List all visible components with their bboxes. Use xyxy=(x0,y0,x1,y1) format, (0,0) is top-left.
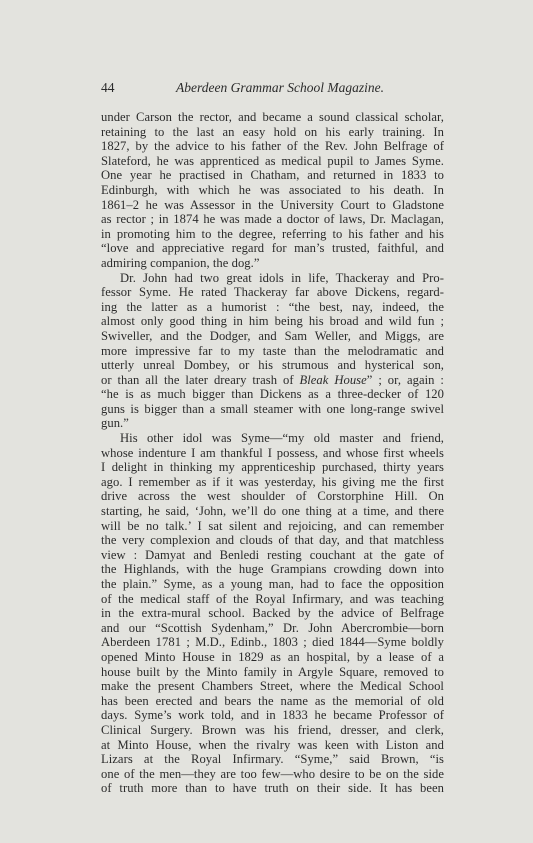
text-line: ing the latter as a humorist : “the best, nay, indeed, the xyxy=(101,299,444,314)
text-line: 1861–2 he was Assessor in the University Court to Gladstone xyxy=(101,197,444,212)
text-line: house built by the Minto family in Argyle Square, removed to xyxy=(101,664,444,679)
text-line: one of the men—they are too few—who desire to be on the side xyxy=(101,766,444,781)
text-line: as rector ; in 1874 he was made a doctor of laws, Dr. Maclagan, xyxy=(101,212,444,227)
text-line: Dr. John had two great idols in life, Thackeray and Pro- xyxy=(120,270,444,285)
text-line: days. Syme’s work told, and in 1833 he became Professor of xyxy=(101,708,444,723)
text-line: more impressive far to my taste than the melodramatic and xyxy=(101,343,444,358)
paragraph-3 xyxy=(101,431,444,796)
text-line: His other idol was Syme—“my old master and friend, xyxy=(120,431,444,446)
running-title: Aberdeen Grammar School Magazine. xyxy=(176,80,384,95)
text-line: retaining to the last an easy hold on his early training. In xyxy=(101,124,444,139)
text-line: 1827, by the advice to his father of the Rev. John Belfrage of xyxy=(101,139,444,154)
text-line: in the extra-mural school. Backed by the advice of Belfrage xyxy=(101,606,444,621)
paragraph-1 xyxy=(101,110,444,271)
text-line: almost only good thing in him being his broad and wild fun ; xyxy=(101,314,444,329)
text-line: Slateford, he was apprenticed as medical pupil to James Syme. xyxy=(101,153,444,168)
text-line: I delight in thinking my apprenticeship purchased, thirty years xyxy=(101,460,444,475)
text-line: the very complexion and clouds of that day, and that matchless xyxy=(101,533,444,548)
text-line: One year he practised in Chatham, and returned in 1833 to xyxy=(101,168,444,183)
text-line: view : Damyat and Benledi resting couchant at the gate of xyxy=(101,547,444,562)
text-line: opened Minto House in 1829 as an hospital, by a lease of a xyxy=(101,649,444,664)
text-line: Aberdeen 1781 ; M.D., Edinb., 1803 ; died 1844—Syme boldly xyxy=(101,635,444,650)
text-line: of truth more than to have truth on their side. It has been xyxy=(101,781,444,796)
text-line: has been erected and bears the name as the memorial of old xyxy=(101,693,444,708)
text-line: under Carson the rector, and became a sound classical scholar, xyxy=(101,110,444,124)
text-line: “love and appreciative regard for man’s trusted, faithful, and xyxy=(101,241,444,256)
text-line: or than all the later dreary trash of Bleak House” ; or, again : xyxy=(101,372,444,387)
text-line: gun.” xyxy=(101,416,129,431)
body-text xyxy=(101,110,444,796)
text-line: admiring companion, the dog.” xyxy=(101,255,260,270)
text-line: ago. I remember as if it was yesterday, his giving me the first xyxy=(101,474,444,489)
text-line: the Highlands, with the huge Grampians crowding down into xyxy=(101,562,444,577)
text-line: in promoting him to the degree, referring to his father and his xyxy=(101,226,444,241)
text-line: utterly unreal Dombey, or his strumous and hysterical son, xyxy=(101,358,444,373)
text-line: “he is as much bigger than Dickens as a three-decker of 120 xyxy=(101,387,444,402)
text-line: and our “Scottish Sydenham,” Dr. John Abercrombie—born xyxy=(101,620,444,635)
text-line: Clinical Surgery. Brown was his friend, dresser, and clerk, xyxy=(101,722,444,737)
text-line: Lizars at the Royal Infirmary. “Syme,” said Brown, “is xyxy=(101,752,444,767)
text-line: Swiveller, and the Dodger, and Sam Weller, and Miggs, are xyxy=(101,328,444,343)
text-line: drive across the west shoulder of Corstorphine Hill. On xyxy=(101,489,444,504)
text-line: Edinburgh, with which he was associated to his death. In xyxy=(101,182,444,197)
page-number: 44 xyxy=(101,80,115,95)
text-line: make the present Chambers Street, where the Medical School xyxy=(101,679,444,694)
text-line: whose indenture I am thankful I possess, and whose first wheels xyxy=(101,445,444,460)
book-title: Bleak House xyxy=(299,372,367,387)
text-line: starting, he said, ‘John, we’ll do one thing at a time, and there xyxy=(101,504,444,519)
text-line: will be no talk.’ I sat silent and rejoicing, and can remember xyxy=(101,518,444,533)
text-line: of the medical staff of the Royal Infirmary, and was teaching xyxy=(101,591,444,606)
text-line: at Minto House, when the rivalry was keen with Liston and xyxy=(101,737,444,752)
text-line: the plain.” Syme, as a young man, had to face the opposition xyxy=(101,577,444,591)
paragraph-2 xyxy=(101,271,444,432)
text-line: fessor Syme. He rated Thackeray far above Dickens, regard- xyxy=(101,285,444,300)
text-line: guns is bigger than a small steamer with one long-range swivel xyxy=(101,401,444,416)
